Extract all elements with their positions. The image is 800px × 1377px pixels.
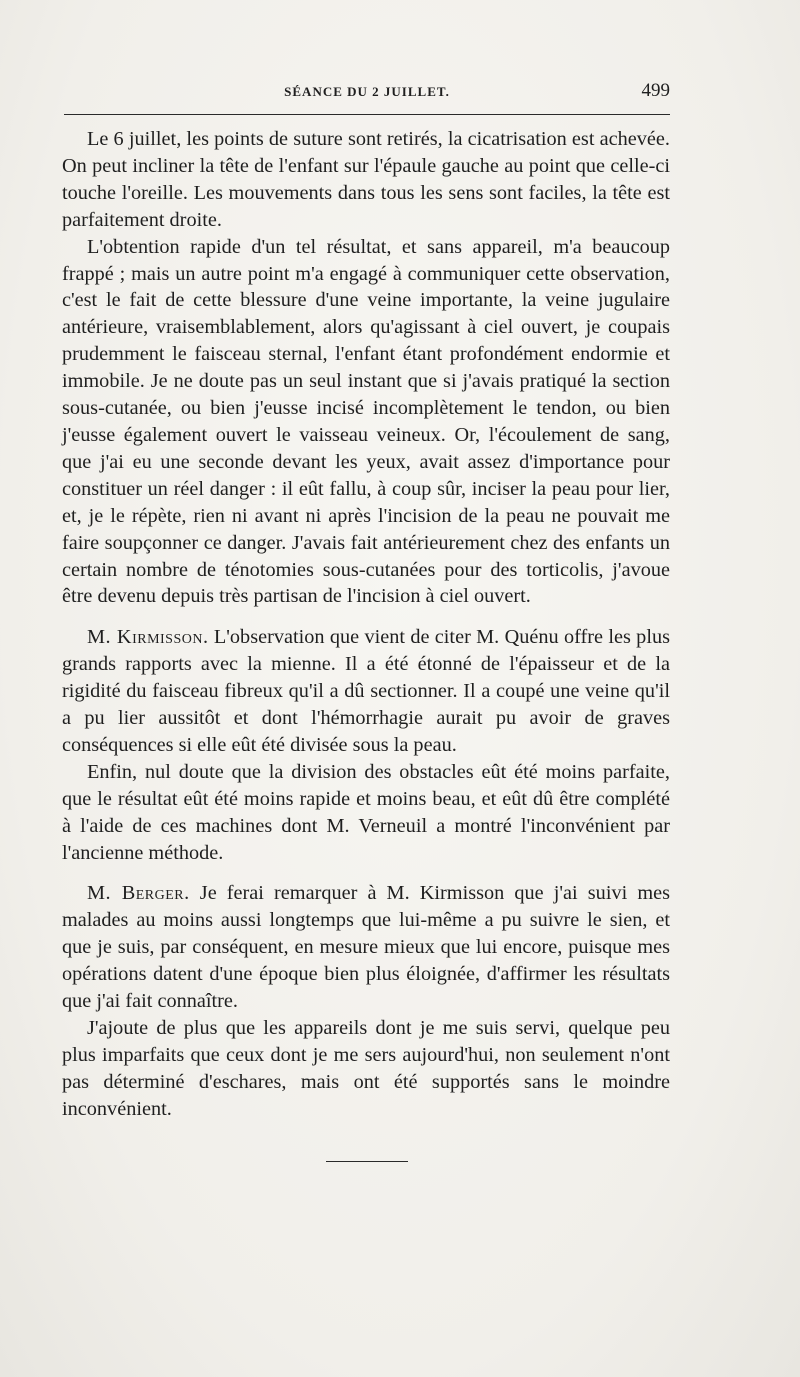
page-number: 499 — [641, 80, 670, 101]
running-head: SÉANCE DU 2 JUILLET. — [284, 84, 450, 99]
paragraph-text: Le 6 juillet, les points de suture sont retirés, la cicatrisation est achevée. On peut incliner la tête de l'enfant sur l'épaule gauche au point que celle-ci touche l'oreille. Les mouvements dans tous les sens sont faciles, la tête est parfaitement droite. — [62, 128, 670, 231]
paragraph — [62, 759, 670, 867]
paragraph — [62, 126, 670, 234]
speaker-name: M. Berger. — [87, 882, 190, 905]
page-header — [64, 78, 670, 104]
speaker-name: M. Kirmisson. — [87, 626, 209, 649]
header-rule — [64, 114, 670, 115]
body-text — [62, 126, 670, 1123]
paragraph-text: L'observation que vient de citer M. Quénu offre les plus grands rapports avec la mienne. Il a été étonné de l'épaisseur et de la rigidité du faisceau fibreux qu'il a dû sectionner. Il a coupé une veine qu'il a pu lier aussitôt et dont l'hémorrhagie aurait pu avoir de graves conséquences si elle eût été divisée sous la peau. — [62, 626, 670, 756]
paragraph-text: Enfin, nul doute que la division des obstacles eût été moins parfaite, que le résultat eût été moins rapide et moins beau, et eût dû être complété à l'aide de ces machines dont M. Verneuil a montré l'inconvénient par l'ancienne méthode. — [62, 760, 670, 864]
paragraph — [62, 1015, 670, 1123]
section-end-rule — [326, 1161, 408, 1162]
paragraph-text: J'ajoute de plus que les appareils dont je me suis servi, quelque peu plus imparfaits que ceux dont je me sers aujourd'hui, non seulement n'ont pas déterminé d'eschares, mais ont été supportés sans le moindre inconvénient. — [62, 1017, 670, 1120]
paragraph-text: Je ferai remarquer à M. Kirmisson que j'ai suivi mes malades au moins aussi longtemps que lui-même a pu suivre le sien, et que je suis, par conséquent, en mesure mieux que lui encore, puisque mes opérations datent d'une époque bien plus éloignée, d'affirmer les résultats que j'ai fait connaître. — [62, 882, 670, 1013]
paragraph-kirmisson — [62, 624, 670, 759]
paragraph — [62, 234, 670, 611]
paragraph-text: L'obtention rapide d'un tel résultat, et sans appareil, m'a beaucoup frappé ; mais un autre point m'a engagé à communiquer cette observation, c'est le fait de cette blessure d'une veine importante, la veine jugulaire antérieure, vraisemblablement, alors qu'agissant à ciel ouvert, je coupais prudemment le faisceau sternal, l'enfant étant profondément endormie et immobile. Je ne doute pas un seul instant que si j'avais pratiqué la section sous-cutanée, ou bien j'eusse incisé incomplètement le tendon, ou bien j'eusse également ouvert le vaisseau veineux. Or, l'écoulement de sang, que j'ai eu une seconde devant les yeux, avait assez d'importance pour constituer un réel danger : il eût fallu, à coup sûr, inciser la peau pour lier, et, je le répète, rien ni avant ni après l'incision de la peau ne pouvait me faire soupçonner ce danger. J'avais fait antérieurement chez des enfants un certain nombre de ténotomies sous-cutanées pour des torticolis, j'avoue être devenu depuis très partisan de l'incision à ciel ouvert. — [62, 235, 670, 608]
paragraph-berger — [62, 880, 670, 1015]
